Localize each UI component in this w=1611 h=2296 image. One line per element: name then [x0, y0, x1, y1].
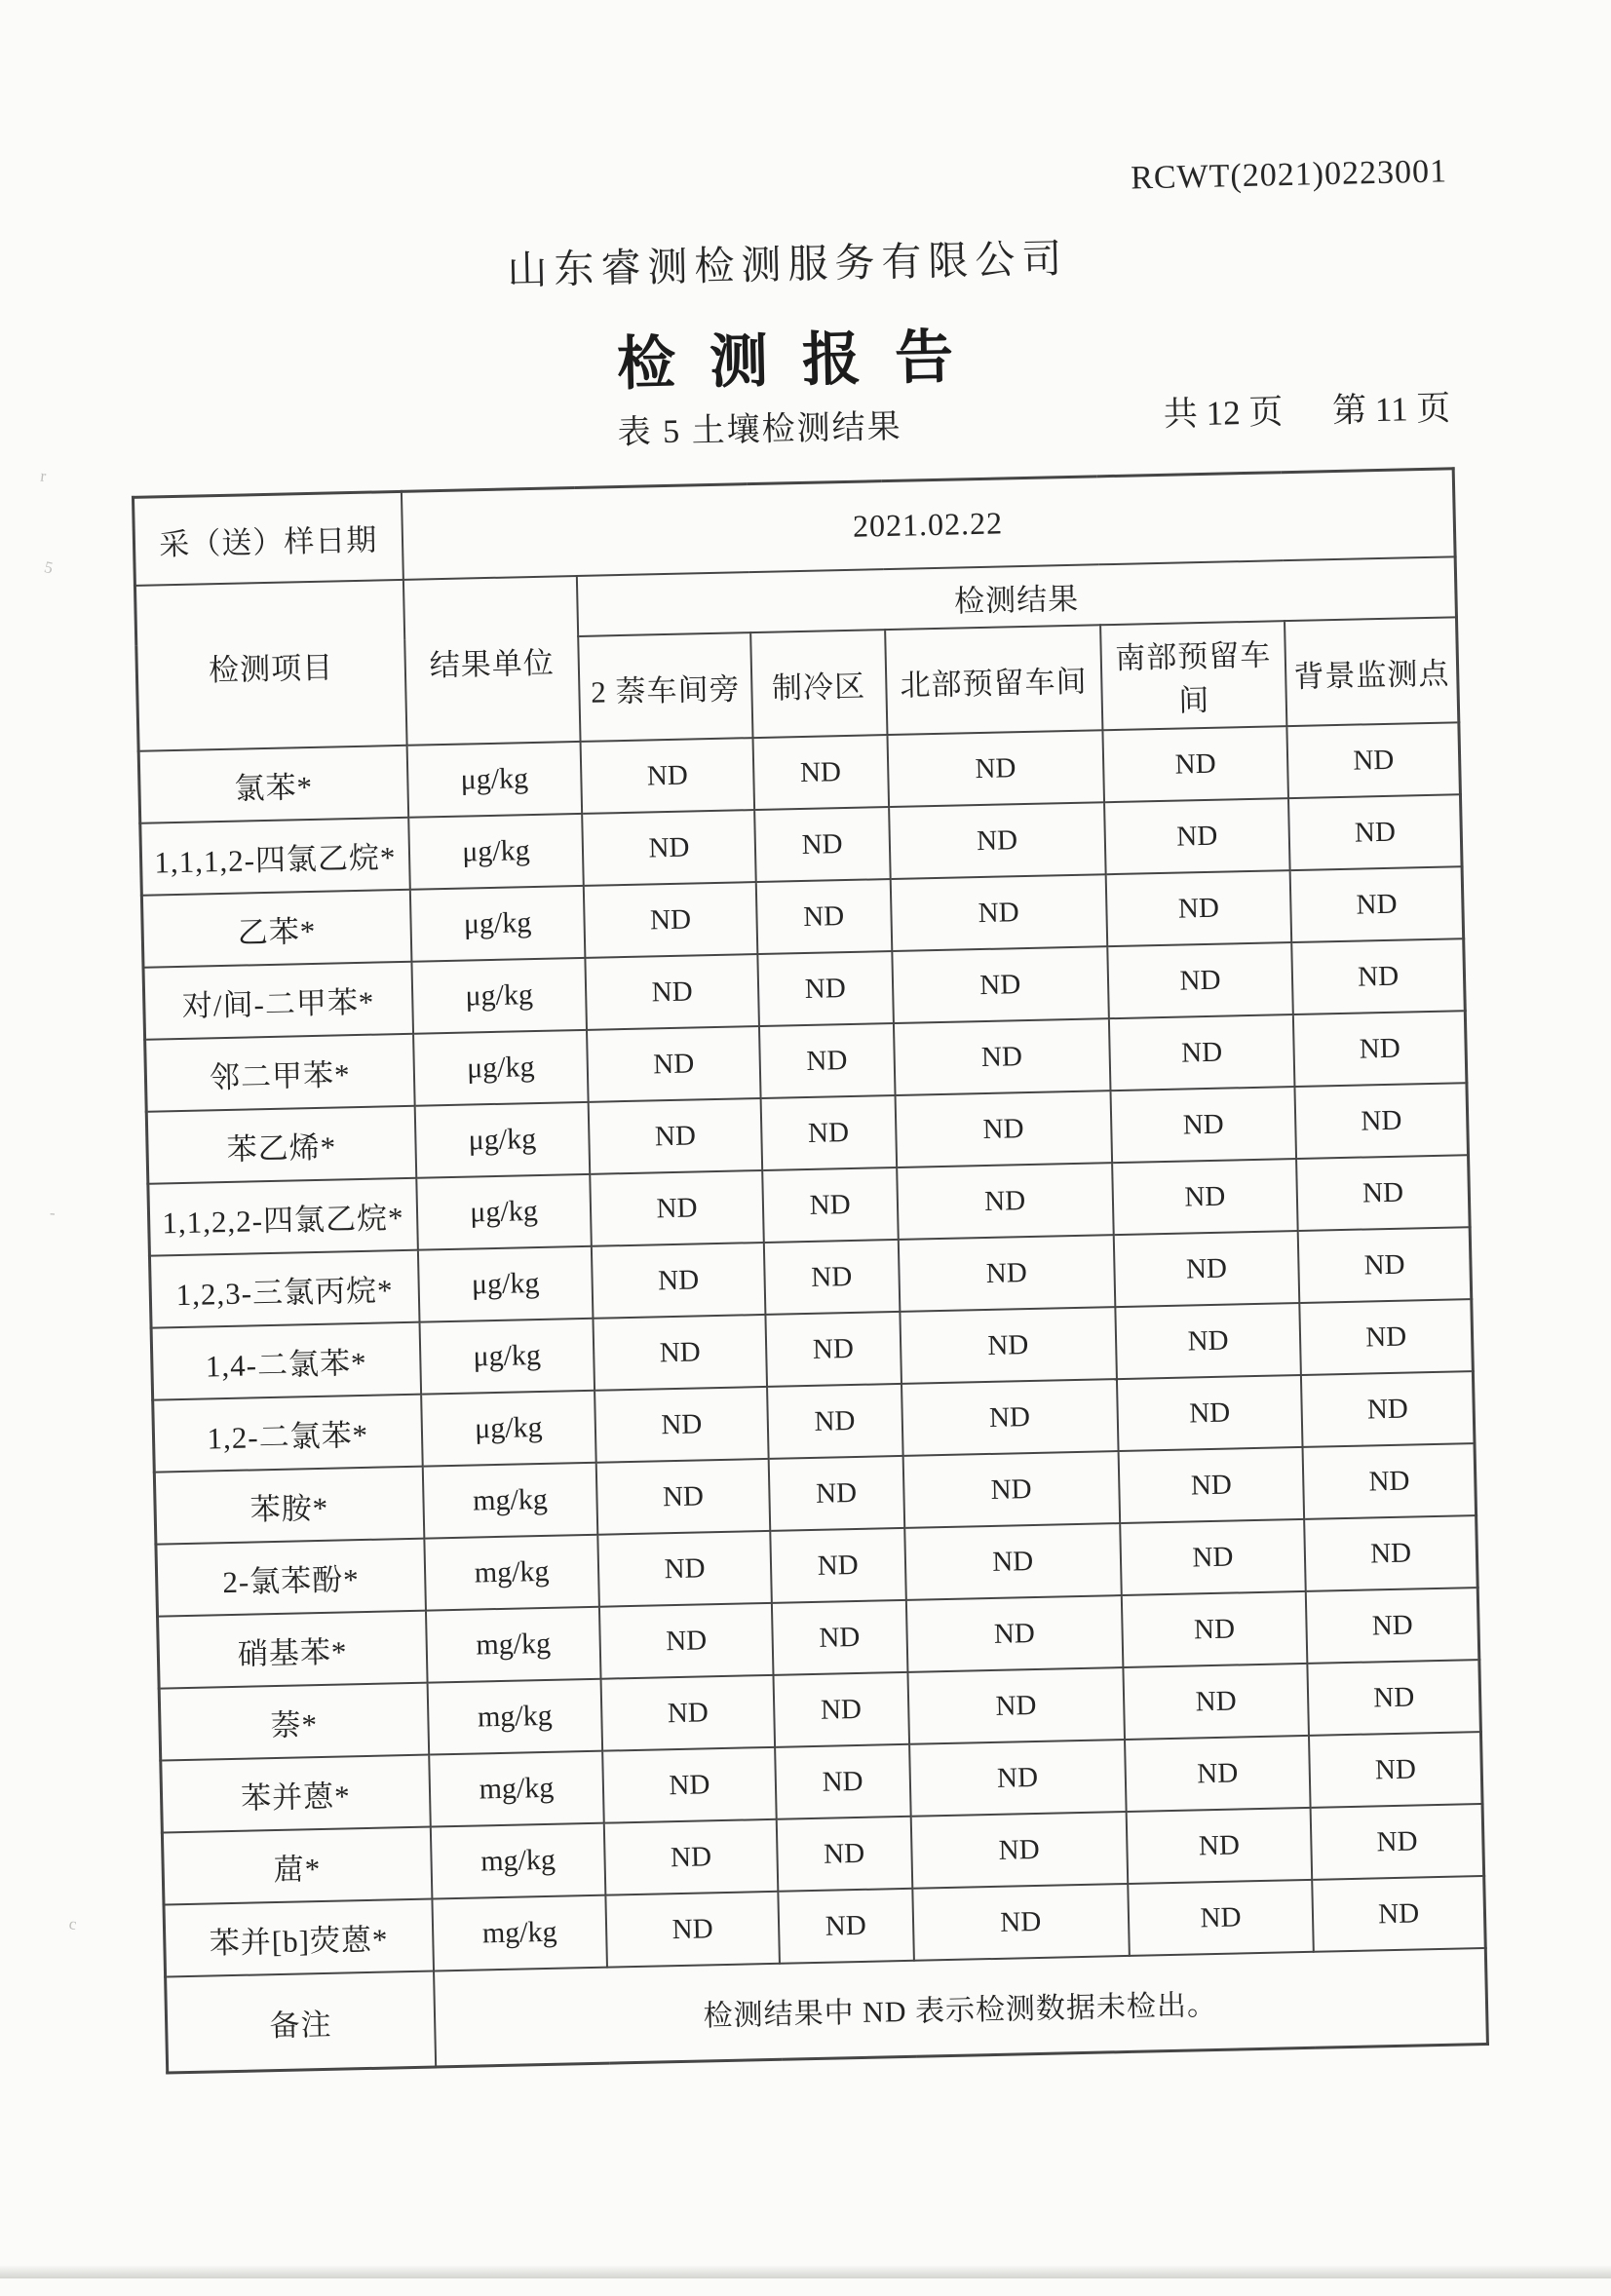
scan-artifact: c: [67, 1914, 78, 1934]
result-cell: ND: [603, 1747, 777, 1823]
item-cell: 1,1,2,2-四氯乙烷*: [148, 1178, 418, 1256]
result-cell: ND: [770, 1528, 906, 1603]
result-cell: ND: [1311, 1804, 1484, 1880]
unit-cell: μg/kg: [408, 814, 584, 890]
result-cell: ND: [1295, 1083, 1469, 1159]
unit-cell: mg/kg: [429, 1751, 604, 1827]
location-header: 北部预留车间: [885, 625, 1102, 735]
location-header: 制冷区: [750, 630, 888, 738]
result-cell: ND: [586, 954, 759, 1030]
result-cell: ND: [887, 730, 1103, 807]
result-cell: ND: [587, 1026, 760, 1102]
result-header: 检测结果: [577, 556, 1456, 636]
result-cell: ND: [1125, 1736, 1311, 1812]
result-cell: ND: [599, 1603, 773, 1679]
result-cell: ND: [1102, 726, 1288, 802]
result-cell: ND: [583, 810, 756, 886]
result-cell: ND: [759, 1023, 896, 1098]
result-cell: ND: [768, 1456, 904, 1531]
item-cell: 苯胺*: [154, 1467, 424, 1545]
item-cell: 1,4-二氯苯*: [151, 1322, 421, 1400]
result-cell: ND: [1117, 1375, 1303, 1451]
sample-date-label: 采（送）样日期: [133, 491, 403, 585]
result-cell: ND: [601, 1675, 775, 1751]
result-cell: ND: [1296, 1155, 1470, 1231]
result-cell: ND: [591, 1170, 764, 1246]
result-cell: ND: [1293, 1011, 1467, 1087]
result-cell: ND: [1104, 798, 1290, 874]
result-cell: ND: [901, 1379, 1118, 1456]
remark-text: 检测结果中 ND 表示检测数据未检出。: [434, 1948, 1488, 2067]
item-cell: 硝基苯*: [158, 1611, 428, 1689]
result-cell: ND: [1300, 1299, 1474, 1375]
unit-cell: mg/kg: [422, 1463, 597, 1539]
item-cell: 苯并[b]荧蒽*: [164, 1899, 434, 1977]
item-cell: 1,1,1,2-四氯乙烷*: [140, 818, 410, 896]
result-cell: ND: [1290, 866, 1464, 942]
result-cell: ND: [1306, 1588, 1479, 1664]
result-cell: ND: [755, 879, 892, 954]
unit-header: 结果单位: [403, 576, 581, 746]
result-cell: ND: [1298, 1227, 1472, 1303]
report-code: RCWT(2021)0223001: [1130, 153, 1448, 197]
result-cell: ND: [596, 1459, 770, 1535]
unit-cell: mg/kg: [424, 1535, 599, 1611]
unit-cell: mg/kg: [430, 1823, 605, 1899]
item-cell: 乙苯*: [141, 890, 411, 968]
result-cell: ND: [1110, 1087, 1296, 1163]
result-cell: ND: [907, 1667, 1124, 1744]
results-table: [132, 467, 1489, 2074]
unit-cell: μg/kg: [414, 1102, 590, 1178]
result-cell: ND: [1288, 794, 1462, 870]
scan-artifact: 5: [42, 557, 56, 578]
item-cell: 萘*: [159, 1683, 429, 1761]
result-cell: ND: [1309, 1732, 1482, 1808]
sample-date-value: 2021.02.22: [401, 469, 1455, 580]
unit-cell: μg/kg: [409, 886, 585, 962]
result-cell: ND: [1313, 1876, 1486, 1952]
result-cell: ND: [912, 1884, 1129, 1961]
result-cell: ND: [604, 1819, 778, 1895]
scan-artifact: r: [39, 466, 48, 486]
result-cell: ND: [757, 951, 894, 1026]
result-cell: ND: [594, 1315, 767, 1391]
scan-edge-shadow: [0, 2265, 1611, 2278]
item-cell: 1,2-二氯苯*: [153, 1395, 423, 1473]
result-cell: ND: [1121, 1591, 1307, 1667]
result-cell: ND: [1304, 1515, 1477, 1591]
unit-cell: μg/kg: [421, 1391, 596, 1467]
page-total: 共 12 页: [1163, 393, 1284, 434]
result-cell: ND: [592, 1243, 765, 1319]
item-cell: 苯并蒽*: [161, 1755, 431, 1833]
unit-cell: mg/kg: [427, 1679, 602, 1755]
result-cell: ND: [897, 1163, 1113, 1240]
unit-cell: mg/kg: [426, 1607, 601, 1683]
result-cell: ND: [1287, 722, 1461, 798]
result-cell: ND: [889, 802, 1105, 879]
location-header: 背景监测点: [1285, 617, 1459, 726]
item-cell: 1,2,3-三氯丙烷*: [149, 1250, 419, 1328]
result-cell: ND: [895, 1091, 1111, 1167]
table-caption: 表 5 土壤检测结果: [617, 408, 902, 452]
unit-cell: μg/kg: [417, 1246, 593, 1322]
result-cell: ND: [909, 1740, 1126, 1817]
result-cell: ND: [773, 1672, 909, 1747]
results-body: [138, 722, 1485, 1976]
result-cell: ND: [1292, 938, 1466, 1014]
scan-artifact: -: [49, 1203, 57, 1223]
result-cell: ND: [894, 1018, 1110, 1095]
result-cell: ND: [754, 807, 891, 882]
result-cell: ND: [1118, 1447, 1304, 1523]
result-cell: ND: [1109, 1014, 1295, 1091]
page-current: 第 11 页: [1331, 389, 1451, 431]
page-info: [1163, 381, 1450, 436]
result-cell: ND: [1123, 1664, 1309, 1740]
remark-label: 备注: [166, 1971, 436, 2073]
unit-cell: mg/kg: [432, 1895, 607, 1971]
item-cell: 氯苯*: [138, 746, 408, 823]
result-cell: ND: [762, 1167, 899, 1243]
result-cell: ND: [776, 1817, 912, 1892]
item-header: 检测项目: [134, 580, 406, 751]
result-cell: ND: [589, 1098, 762, 1174]
unit-cell: μg/kg: [416, 1174, 592, 1250]
item-cell: 苯乙烯*: [146, 1106, 416, 1184]
result-cell: ND: [910, 1812, 1127, 1889]
result-cell: ND: [763, 1240, 900, 1315]
result-cell: ND: [904, 1523, 1121, 1600]
result-cell: ND: [771, 1600, 907, 1675]
result-cell: ND: [767, 1384, 903, 1459]
result-cell: ND: [1112, 1159, 1298, 1235]
result-cell: ND: [1105, 870, 1291, 946]
result-cell: ND: [765, 1312, 901, 1387]
result-cell: ND: [902, 1451, 1119, 1528]
result-cell: ND: [606, 1892, 780, 1968]
result-cell: ND: [906, 1595, 1123, 1672]
result-cell: ND: [752, 735, 889, 810]
company-name: 山东睿测检测服务有限公司: [506, 235, 1069, 293]
result-cell: ND: [1120, 1519, 1306, 1595]
location-header: 南部预留车间: [1100, 621, 1287, 730]
item-cell: 邻二甲苯*: [145, 1034, 415, 1112]
result-cell: ND: [1126, 1808, 1312, 1884]
report-title: 检 测 报 告: [616, 325, 964, 398]
location-header: 2 萘车间旁: [579, 632, 752, 742]
result-cell: ND: [1128, 1880, 1314, 1956]
unit-cell: μg/kg: [413, 1030, 589, 1106]
result-cell: ND: [899, 1235, 1115, 1312]
unit-cell: μg/kg: [406, 742, 582, 818]
result-cell: ND: [1303, 1443, 1477, 1519]
result-cell: ND: [598, 1531, 772, 1607]
result-cell: ND: [1107, 942, 1293, 1018]
result-cell: ND: [595, 1387, 768, 1463]
item-cell: 䓛*: [162, 1827, 432, 1905]
result-cell: ND: [1113, 1231, 1299, 1307]
result-cell: ND: [760, 1095, 897, 1170]
result-cell: ND: [1308, 1660, 1481, 1736]
result-cell: ND: [581, 738, 754, 814]
result-cell: ND: [892, 946, 1108, 1023]
result-cell: ND: [1301, 1371, 1475, 1447]
item-cell: 2-氯苯酚*: [156, 1539, 426, 1617]
result-cell: ND: [890, 874, 1106, 951]
result-cell: ND: [1115, 1303, 1301, 1379]
unit-cell: μg/kg: [411, 958, 587, 1034]
item-cell: 对/间-二甲苯*: [143, 962, 413, 1040]
result-cell: ND: [778, 1889, 914, 1964]
result-cell: ND: [775, 1744, 911, 1819]
result-cell: ND: [900, 1307, 1116, 1384]
result-cell: ND: [584, 882, 757, 958]
unit-cell: μg/kg: [419, 1319, 595, 1395]
